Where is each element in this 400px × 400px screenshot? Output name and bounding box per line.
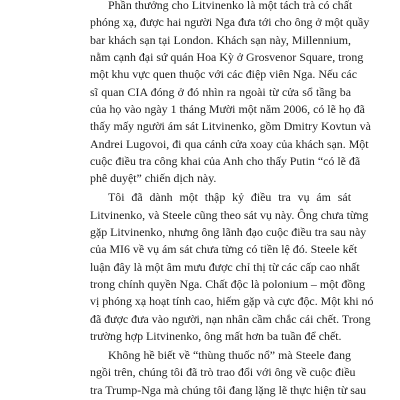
text-line: ngồi trên, chúng tôi đã trò trao đổi với ông về cuộc điều [90, 365, 356, 380]
text-line: vị phóng xạ hoạt tính cao, hiếm gặp và cực độc. Một khi nó [90, 294, 374, 309]
text-line: Không hề biết về “thùng thuốc nổ” mà Steele đang [108, 347, 351, 362]
text-line: nằm cạnh đại sứ quán Hoa Kỳ ở Grosvenor Square, trong [90, 50, 364, 65]
text-line: trường hợp Litvinenko, ông mất hơn ba tuần để chết. [90, 329, 342, 344]
text-line: của họ vào ngày 1 tháng Mười một năm 2006, có lẽ họ đã [90, 102, 365, 117]
text-line: của MI6 về vụ ám sát chưa từng có tiền lệ đó. Steele kết [90, 242, 358, 257]
body-text [90, 0, 374, 399]
text-line: sĩ quan CIA đóng ở đó nhìn ra ngoài từ cửa sổ tầng ba [90, 84, 351, 99]
text-line: gặp Litvinenko, nhưng ông lãnh đạo cuộc điều tra sau này [90, 224, 367, 239]
text-line: Phần thưởng cho Litvinenko là một tách trà có chất [108, 0, 353, 12]
text-line: phê duyệt” chiến dịch này. [90, 171, 217, 186]
text-line: Andrei Lugovoi, đi qua cánh cửa xoay của khách sạn. Một [90, 136, 369, 151]
text-line: Litvinenko, và Steele cũng theo sát vụ này. Ông chưa từng [90, 207, 369, 222]
text-line: phóng xạ, được hai người Nga đưa tới cho ông ở một quầy [90, 15, 370, 30]
text-line: tra Trump-Nga mà chúng tôi đang lặng lẽ thực hiện từ sau [90, 382, 367, 397]
text-line: luận đây là một âm mưu được chỉ thị từ các cấp cao nhất [90, 259, 360, 274]
text-line: bar khách sạn tại London. Khách sạn này, Millennium, [90, 32, 351, 47]
text-line: cuộc điều tra công khai của Anh cho thấy Putin “có lẽ đã [90, 154, 361, 169]
text-line: trong chính quyền Nga. Chất độc là polonium – một đồng [90, 277, 366, 291]
text-line: Tôi đã dành một thập kỷ điều tra vụ ám sát [108, 190, 351, 205]
text-line: một khu vực quen thuộc với các điệp viên Nga. Nếu các [90, 67, 357, 82]
text-line: đã được đưa vào người, nạn nhân cầm chắc cái chết. Trong [90, 311, 371, 326]
text-line: thấy mấy người ám sát Litvinenko, gồm Dmitry Kovtun và [90, 119, 371, 134]
